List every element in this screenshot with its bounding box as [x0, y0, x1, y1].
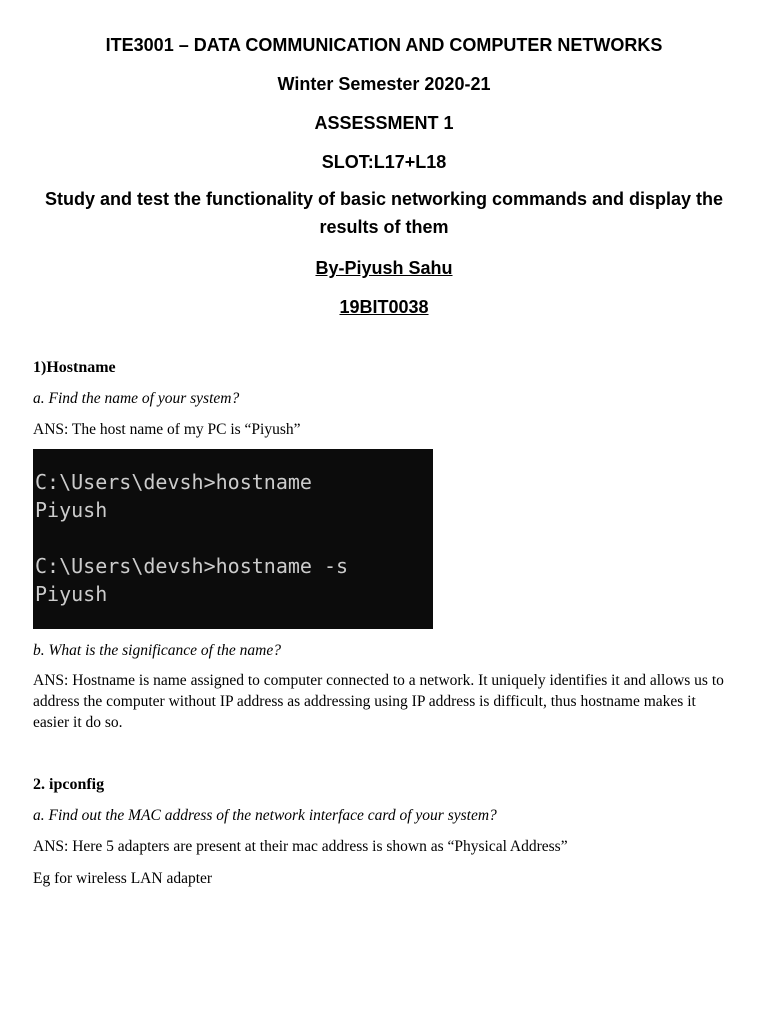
topic-title: Study and test the functionality of basic networking commands and display the results of them: [44, 189, 724, 237]
course-title: ITE3001 – DATA COMMUNICATION AND COMPUTER NETWORKS: [105, 35, 663, 55]
terminal-screenshot: [33, 449, 433, 629]
semester-title: Winter Semester 2020-21: [277, 74, 491, 94]
question-1a: a. Find the name of your system?: [33, 390, 240, 407]
section-heading-hostname: 1)Hostname: [33, 359, 116, 376]
section-heading-ipconfig: 2. ipconfig: [33, 776, 105, 793]
registration-number: 19BIT0038: [339, 297, 429, 317]
terminal-line: Piyush: [35, 582, 108, 606]
assessment-title: ASSESSMENT 1: [314, 113, 454, 133]
terminal-line: C:\Users\devsh>hostname: [35, 470, 312, 494]
answer-1a: ANS: The host name of my PC is “Piyush”: [33, 421, 301, 438]
terminal-line: Piyush: [35, 498, 108, 522]
question-1b: b. What is the significance of the name?: [33, 642, 281, 659]
question-2a: a. Find out the MAC address of the network interface card of your system?: [33, 807, 497, 824]
answer-1b: ANS: Hostname is name assigned to computer connected to a network. It uniquely identifies it and allows us to address the computer without IP address as addressing using IP address is difficult, thus hostname makes it easier it do so.: [33, 672, 724, 731]
answer-2a: ANS: Here 5 adapters are present at their mac address is shown as “Physical Address”: [33, 838, 568, 855]
slot-title: SLOT:L17+L18: [321, 152, 447, 172]
example-line: Eg for wireless LAN adapter: [33, 870, 213, 887]
author-line: By-Piyush Sahu: [315, 258, 453, 278]
terminal-line: C:\Users\devsh>hostname -s: [35, 554, 349, 578]
